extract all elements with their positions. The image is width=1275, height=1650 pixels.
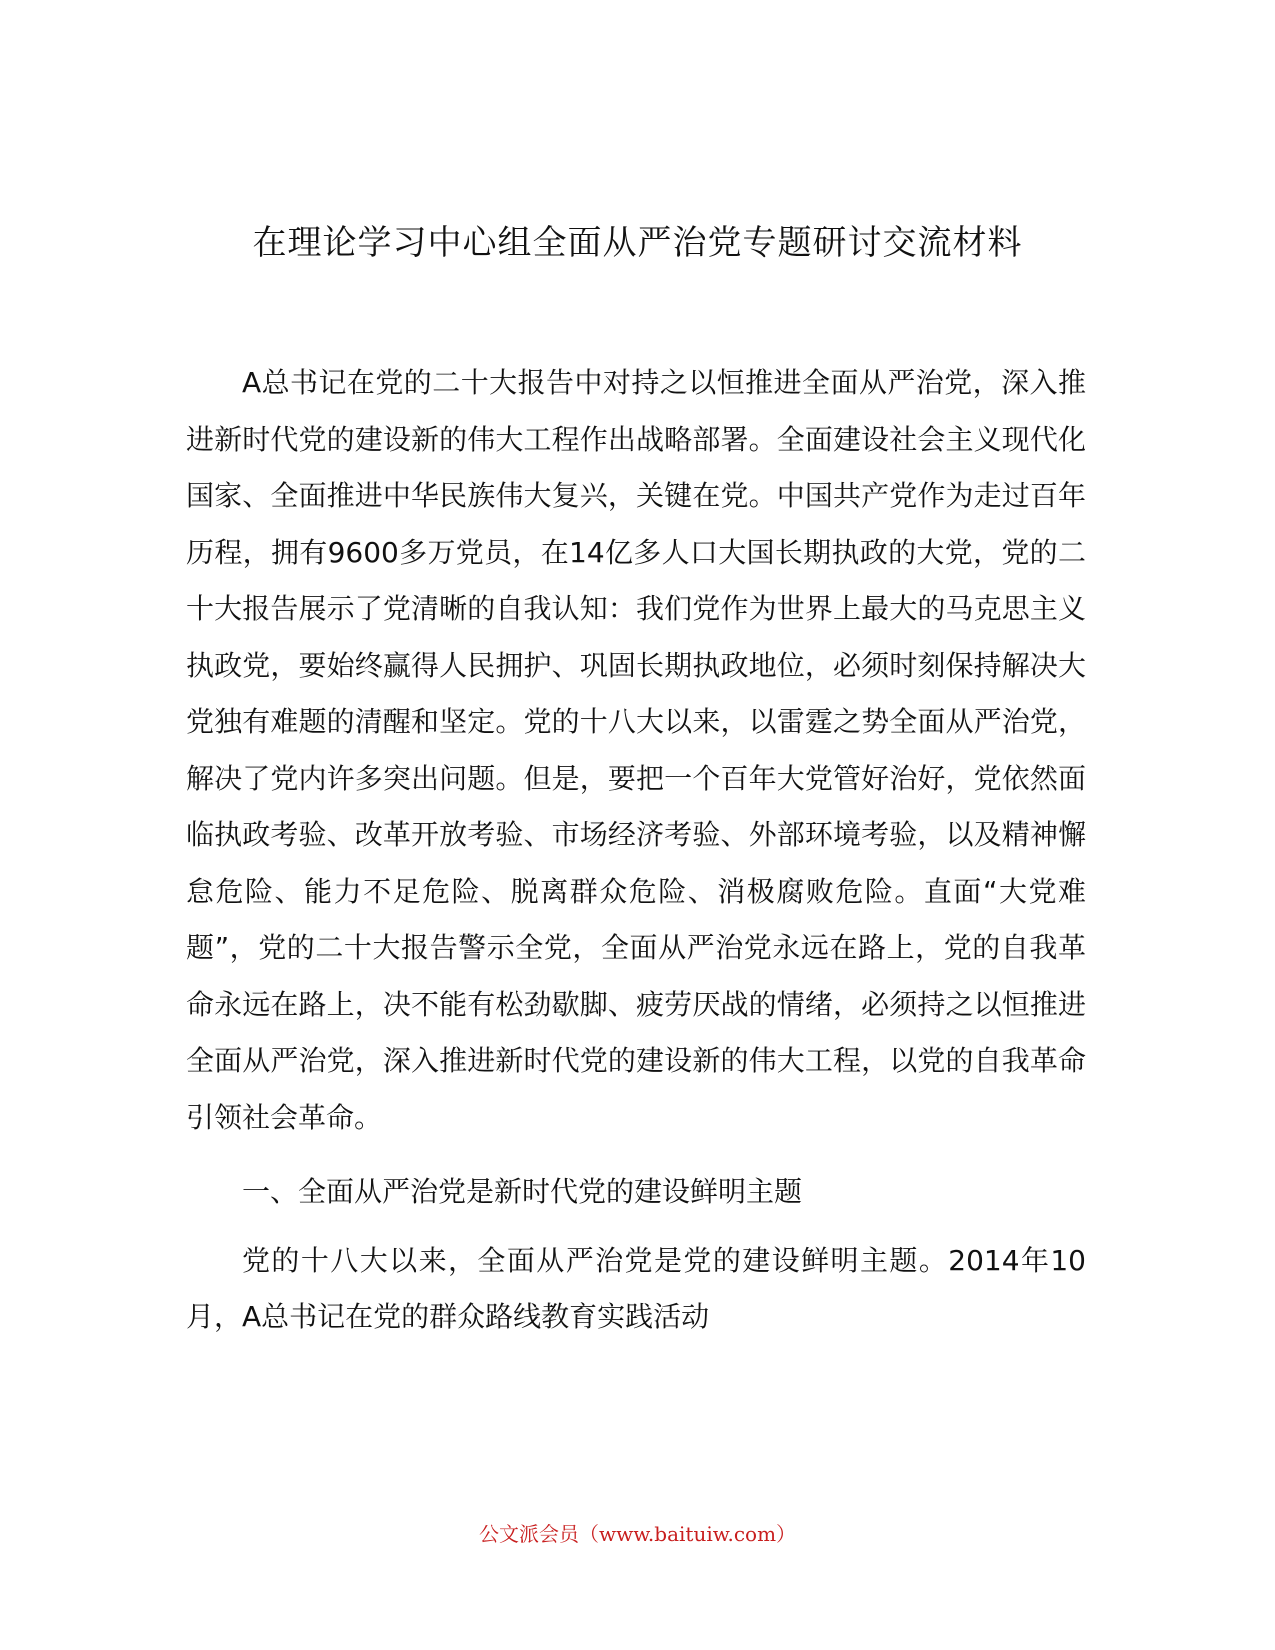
page-title: 在理论学习中心组全面从严治党专题研讨交流材料 [252,223,1023,263]
paragraph-section-1: 党的十八大以来，全面从严治党是党的建设鲜明主题。2014年10月，A总书记在党的群众路线教育实践活动 [186,1243,1086,1333]
paragraph-intro: A总书记在党的二十大报告中对持之以恒推进全面从严治党，深入推进新时代党的建设新的伟大工程作出战略部署。全面建设社会主义现代化国家、全面推进中华民族伟大复兴，关键在党。中国共产党作为走过百年历程，拥有9600多万党员，在14亿多人口大国长期执政的大党，党的二十大报告展示了党清晰的自我认知：我们党作为世界上最大的马克思主义执政党，要始终赢得人民拥护、巩固长期执政地位，必须时刻保持解决大党独有难题的清醒和坚定。党的十八大以来，以雷霆之势全面从严治党，解决了党内许多突出问题。但是，要把一个百年大党管好治好，党依然面临执政考验、改革开放考验、市场经济考验、外部环境考验，以及精神懈怠危险、能力不足危险、脱离群众危险、消极腐败危险。直面“大党难题”，党的二十大报告警示全党，全面从严治党永远在路上，党的自我革命永远在路上，决不能有松劲歇脚、疲劳厌战的情绪，必须持之以恒推进全面从严治党，深入推进新时代党的建设新的伟大工程，以党的自我革命引领社会革命。 [186,366,1086,1134]
footer-watermark: 公文派会员（www.baituiw.com） [478,1522,797,1546]
section-heading: 一、全面从严治党是新时代党的建设鲜明主题 [242,1175,803,1208]
document-body [186,355,1086,1346]
